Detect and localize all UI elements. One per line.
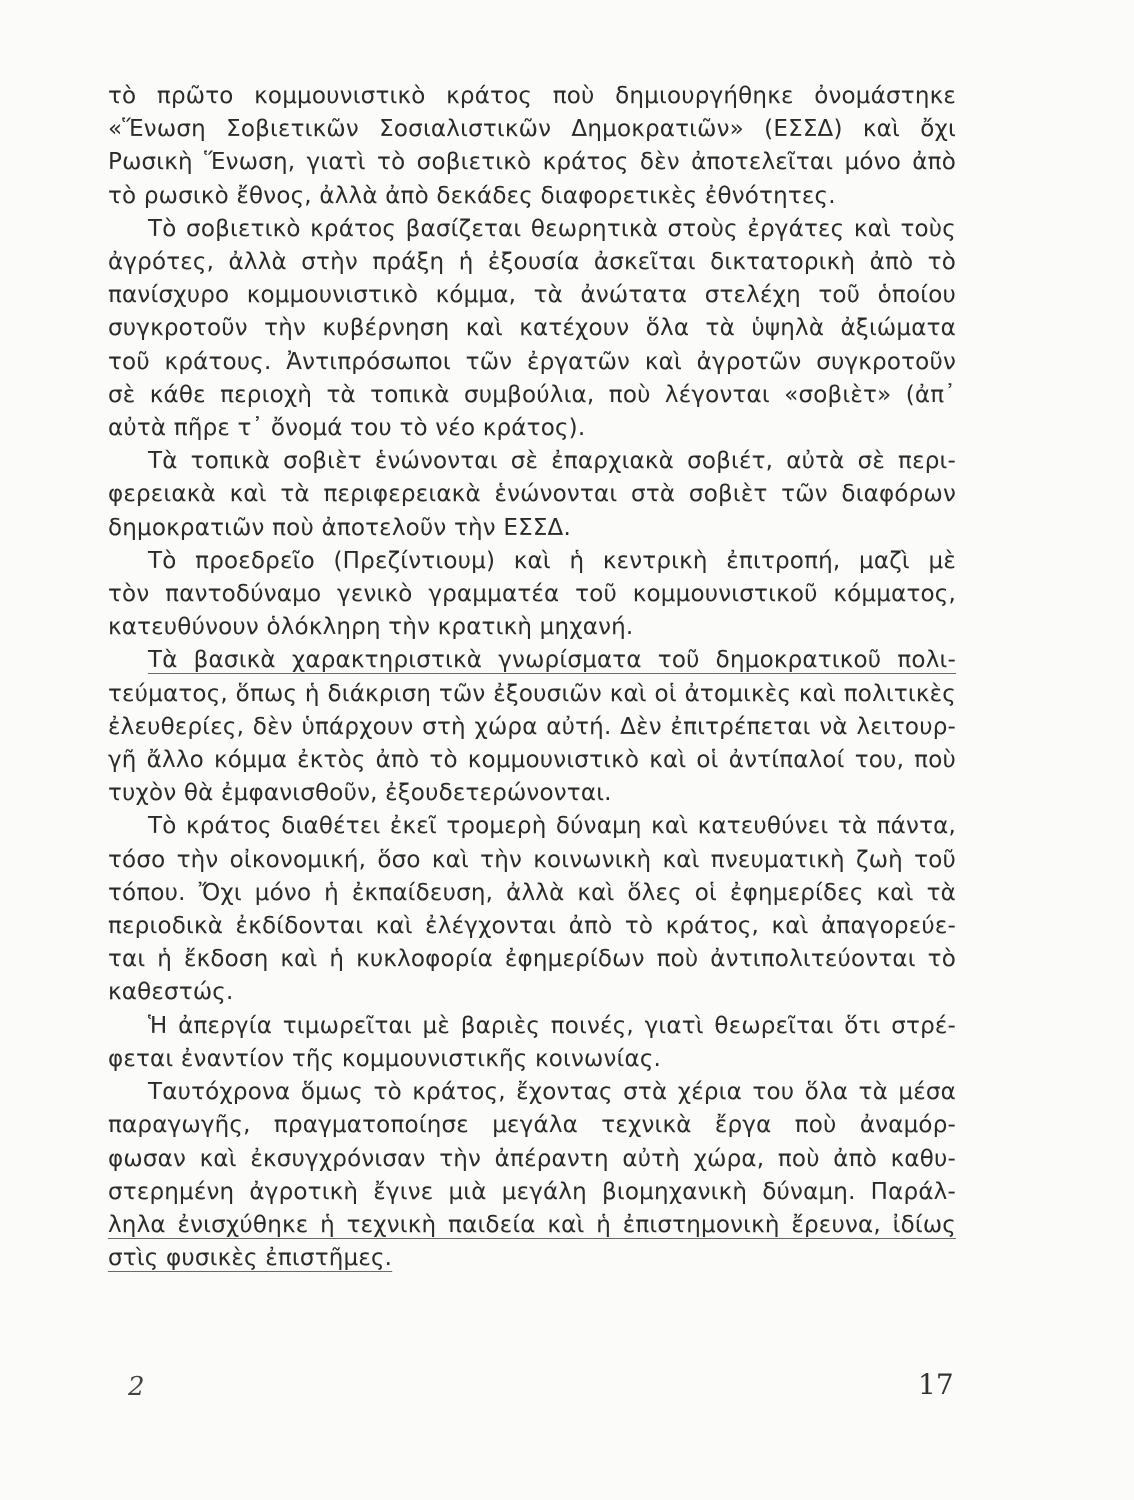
page-number: 17 <box>918 1368 954 1401</box>
text-line: τυχὸν θὰ ἐμφανισθοῦν, ἐξουδετερώνονται. <box>108 780 612 807</box>
text-line: κατευθύνουν ὁλόκληρη τὴν κρατικὴ μηχανή. <box>108 614 634 641</box>
text-line: περιοδικὰ ἐκδίδονται καὶ ἐλέγχονται ἀπὸ τὸ κράτος, καὶ ἀπαγορεύε- <box>108 913 956 940</box>
paragraph-1 <box>108 80 956 213</box>
paragraph-6 <box>108 810 956 1009</box>
paragraph-8 <box>108 1076 956 1275</box>
text-line: συγκροτοῦν τὴν κυβέρνηση καὶ κατέχουν ὅλα τὰ ὑψηλὰ ἀξιώματα <box>108 315 956 342</box>
body-text <box>108 80 956 1275</box>
text-line: Τὸ προεδρεῖο (Πρεζίντιουμ) καὶ ἡ κεντρικὴ ἐπιτροπή, μαζὶ μὲ <box>148 547 956 574</box>
text-line: παραγωγῆς, πραγματοποίησε μεγάλα τεχνικὰ ἔργα ποὺ ἀναμόρ- <box>108 1112 956 1139</box>
text-line: ἐλευθερίες, δὲν ὑπάρχουν στὴ χώρα αὐτή. Δὲν ἐπιτρέπεται νὰ λειτουρ- <box>108 713 956 740</box>
text-line: τόπου. Ὄχι μόνο ἡ ἐκπαίδευση, ἀλλὰ καὶ ὅλες οἱ ἐφημερίδες καὶ τὰ <box>108 879 956 906</box>
text-line: φωσαν καὶ ἐκσυγχρόνισαν τὴν ἀπέραντη αὐτὴ χώρα, ποὺ ἀπὸ καθυ- <box>108 1145 956 1172</box>
paragraph-7 <box>108 1010 956 1076</box>
text-line: σὲ κάθε περιοχὴ τὰ τοπικὰ συμβούλια, ποὺ λέγονται «σοβιὲτ» (ἀπ᾿ <box>108 381 956 408</box>
text-line: τὸ πρῶτο κομμουνιστικὸ κράτος ποὺ δημιουργήθηκε ὀνομάστηκε <box>108 83 956 109</box>
text-line: Τὸ κράτος διαθέτει ἐκεῖ τρομερὴ δύναμη καὶ κατευθύνει τὰ πάντα, <box>148 813 956 840</box>
text-line: «Ἕνωση Σοβιετικῶν Σοσιαλιστικῶν Δημοκρατιῶν» (ΕΣΣΔ) καὶ ὄχι <box>108 116 956 143</box>
text-line: τεύματος, ὅπως ἡ διάκριση τῶν ἐξουσιῶν καὶ οἱ ἀτομικὲς καὶ πολιτικὲς <box>108 680 956 707</box>
text-line: τοῦ κράτους. Ἀντιπρόσωποι τῶν ἐργατῶν καὶ ἀγροτῶν συγκροτοῦν <box>108 348 956 375</box>
text-line: τόσο τὴν οἰκονομική, ὅσο καὶ τὴν κοινωνικὴ καὶ πνευματικὴ ζωὴ τοῦ <box>108 846 956 873</box>
text-line: φεται ἐναντίον τῆς κομμουνιστικῆς κοινωνίας. <box>108 1045 662 1072</box>
text-line-underlined: Τὰ βασικὰ χαρακτηριστικὰ γνωρίσματα τοῦ δημοκρατικοῦ πολι- <box>148 647 956 674</box>
text-line: Τὰ τοπικὰ σοβιὲτ ἑνώνονται σὲ ἐπαρχιακὰ σοβιέτ, αὐτὰ σὲ περι- <box>148 448 956 475</box>
signature-mark: 2 <box>128 1372 145 1402</box>
text-line: Ρωσικὴ Ἕνωση, γιατὶ τὸ σοβιετικὸ κράτος δὲν ἀποτελεῖται μόνο ἀπὸ <box>108 149 956 176</box>
text-line: καθεστώς. <box>108 979 234 1006</box>
paragraph-3 <box>108 445 956 545</box>
text-line: τὸν παντοδύναμο γενικὸ γραμματέα τοῦ κομμουνιστικοῦ κόμματος, <box>108 581 956 608</box>
text-line: ἀγρότες, ἀλλὰ στὴν πράξη ἡ ἐξουσία ἀσκεῖται δικτατορικὴ ἀπὸ τὸ <box>108 249 956 276</box>
text-line: Ἡ ἀπεργία τιμωρεῖται μὲ βαριὲς ποινές, γιατὶ θεωρεῖται ὅτι στρέ- <box>148 1012 956 1039</box>
text-line: τὸ ρωσικὸ ἔθνος, ἀλλὰ ἀπὸ δεκάδες διαφορετικὲς ἐθνότητες. <box>108 182 836 209</box>
paragraph-5 <box>108 644 956 810</box>
text-line-underlined: ληλα ἐνισχύθηκε ἡ τεχνικὴ παιδεία καὶ ἡ ἐπιστημονικὴ ἔρευνα, ἰδίως <box>108 1211 956 1238</box>
text-line: πανίσχυρο κομμουνιστικὸ κόμμα, τὰ ἀνώτατα στελέχη τοῦ ὁποίου <box>108 282 956 309</box>
text-line: δημοκρατιῶν ποὺ ἀποτελοῦν τὴν ΕΣΣΔ. <box>108 514 571 541</box>
text-line: γῆ ἄλλο κόμμα ἐκτὸς ἀπὸ τὸ κομμουνιστικὸ καὶ οἱ ἀντίπαλοί του, ποὺ <box>108 747 956 774</box>
text-line: αὐτὰ πῆρε τ᾿ ὄνομά του τὸ νέο κράτος). <box>108 415 586 442</box>
text-line: στερημένη ἀγροτικὴ ἔγινε μιὰ μεγάλη βιομηχανικὴ δύναμη. Παράλ- <box>108 1178 956 1205</box>
text-line: Τὸ σοβιετικὸ κράτος βασίζεται θεωρητικὰ στοὺς ἐργάτες καὶ τοὺς <box>148 215 956 242</box>
text-line: φερειακὰ καὶ τὰ περιφερειακὰ ἑνώνονται στὰ σοβιὲτ τῶν διαφόρων <box>108 481 956 508</box>
text-line: Ταυτόχρονα ὅμως τὸ κράτος, ἔχοντας στὰ χέρια του ὅλα τὰ μέσα <box>148 1079 956 1106</box>
text-line-underlined: στὶς φυσικὲς ἐπιστῆμες. <box>108 1245 393 1272</box>
paragraph-2 <box>108 213 956 445</box>
text-line: ται ἡ ἔκδοση καὶ ἡ κυκλοφορία ἐφημερίδων ποὺ ἀντιπολιτεύονται τὸ <box>108 946 956 973</box>
paragraph-4 <box>108 545 956 645</box>
